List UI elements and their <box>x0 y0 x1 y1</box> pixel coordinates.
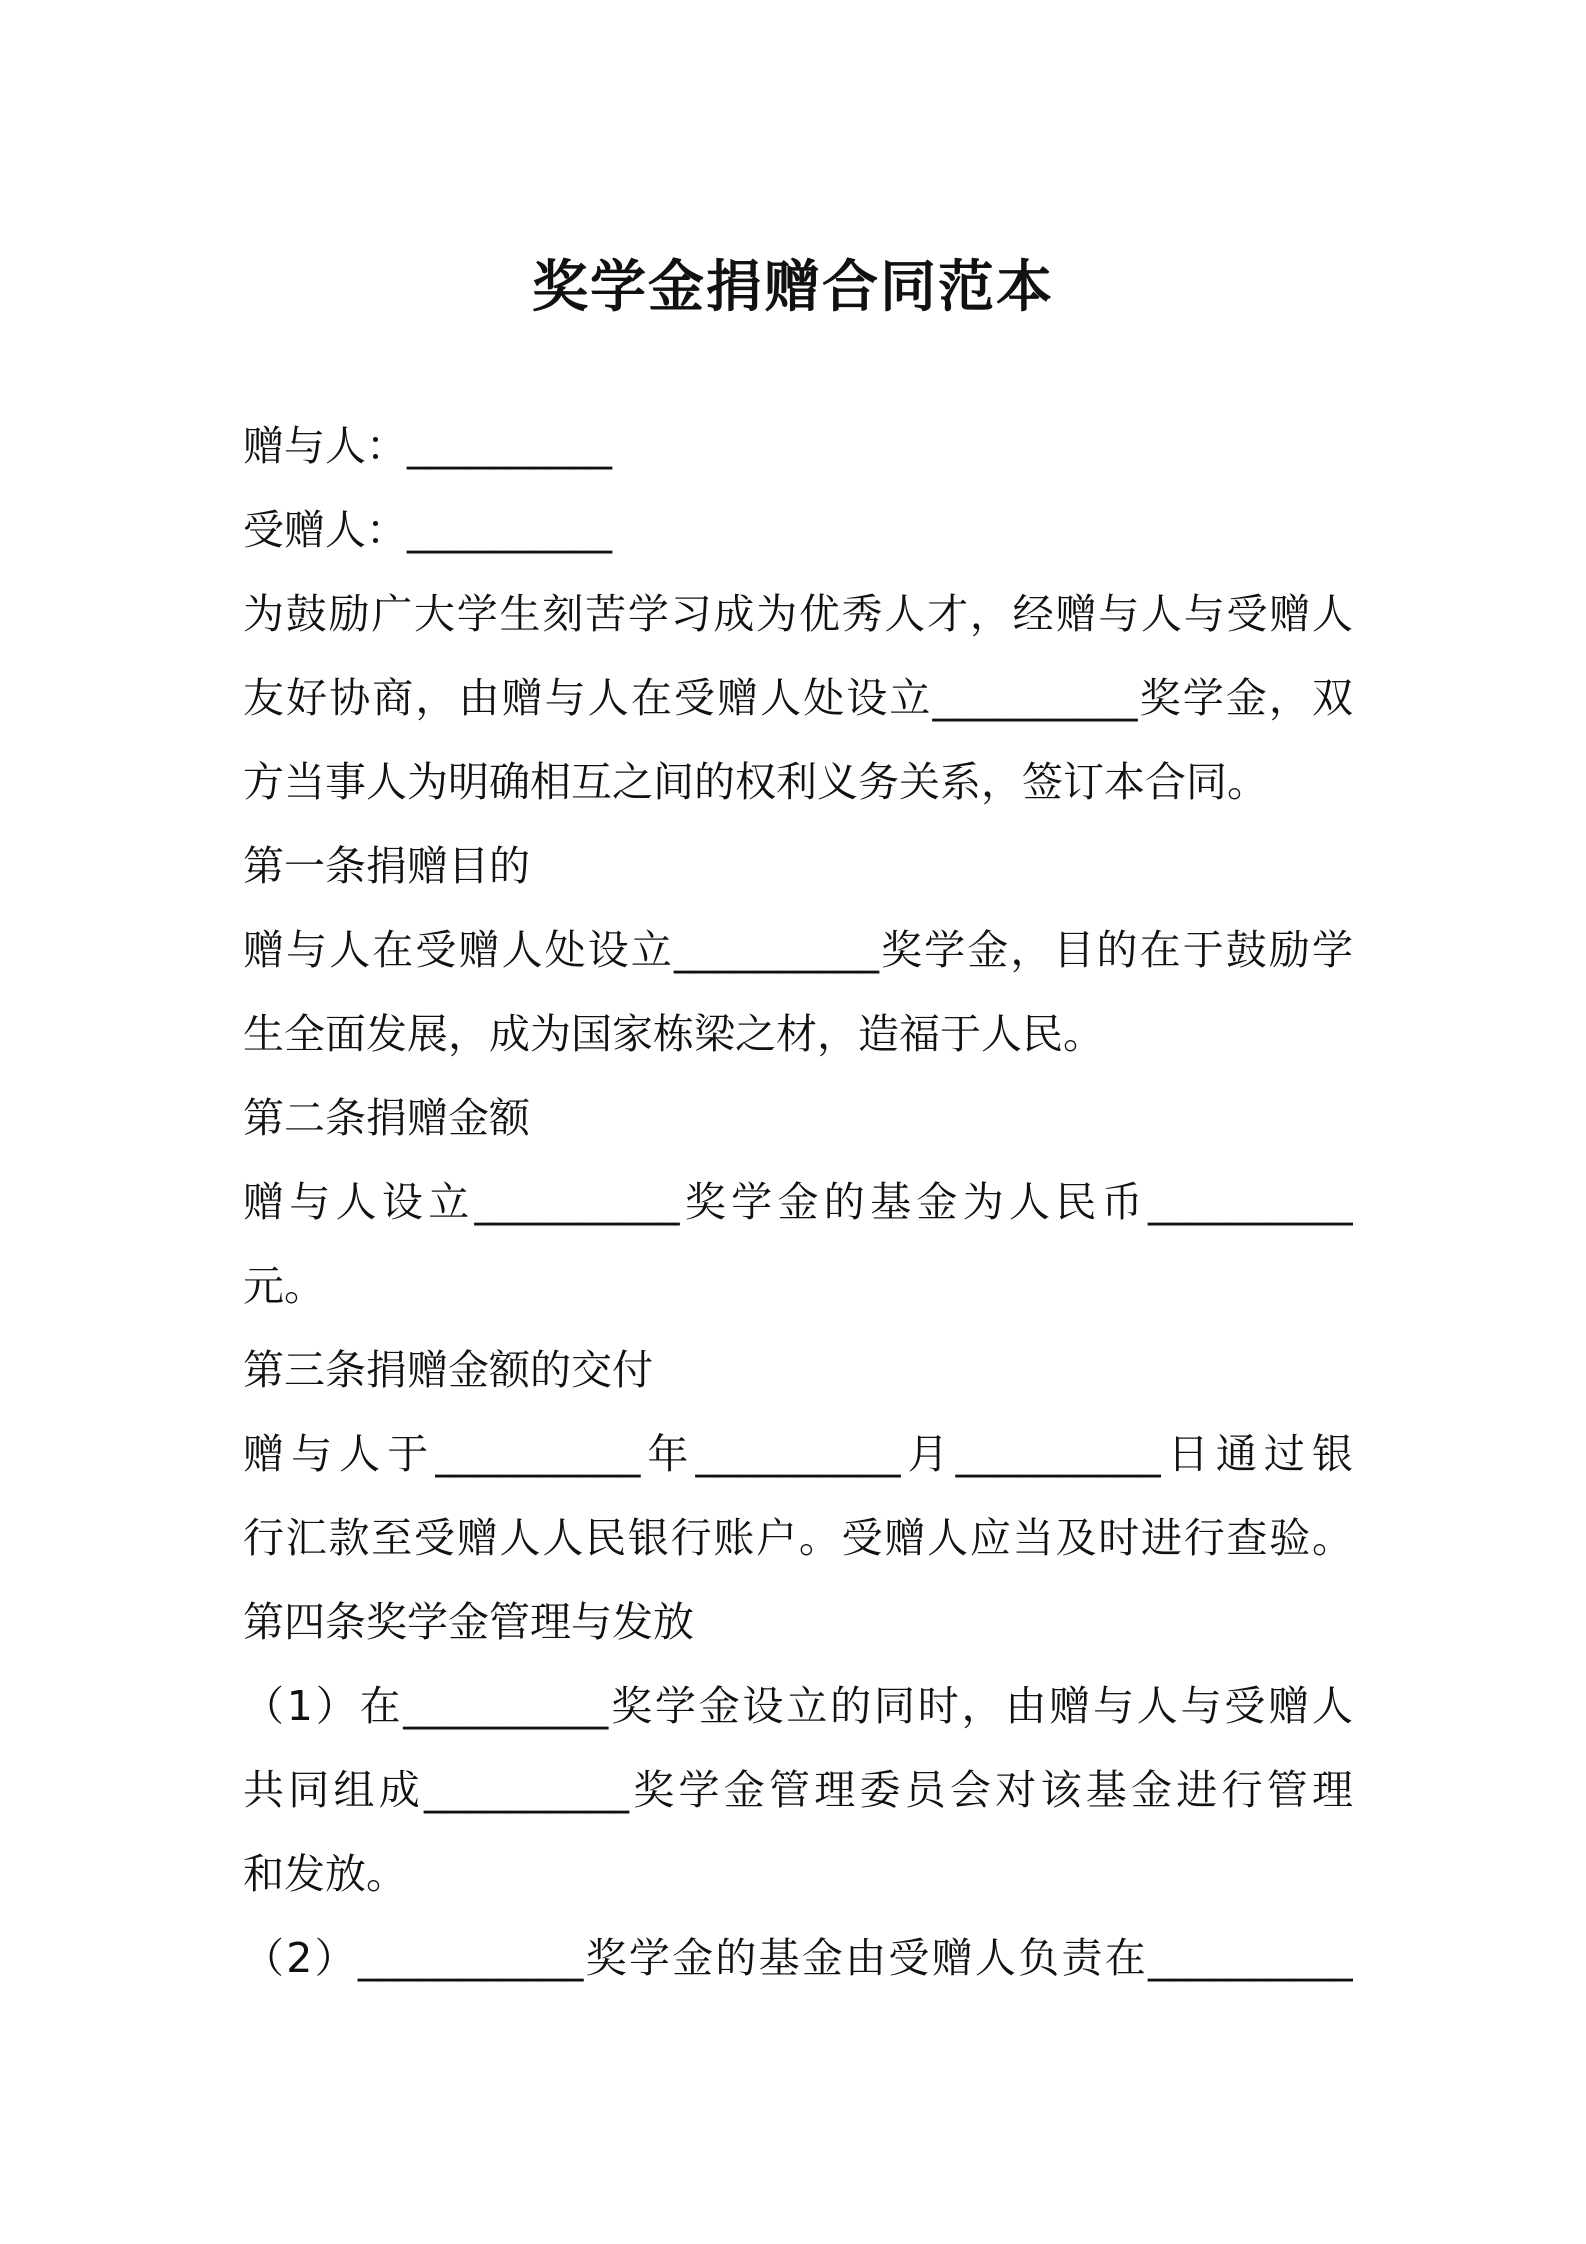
document-line: 赠与人设立__________奖学金的基金为人民币__________ <box>243 1178 1353 1226</box>
document-line: 友好协商，由赠与人在受赠人处设立__________奖学金，双 <box>243 674 1353 722</box>
document-line: 受赠人：__________ <box>243 506 612 554</box>
document-line: 第四条奖学金管理与发放 <box>243 1598 694 1646</box>
document-line: 元。 <box>243 1262 325 1310</box>
document-line: 行汇款至受赠人人民银行账户。受赠人应当及时进行查验。 <box>243 1514 1353 1562</box>
document-line: （2）___________奖学金的基金由受赠人负责在__________ <box>243 1934 1353 1982</box>
document-line: 第一条捐赠目的 <box>243 842 530 890</box>
document-body <box>243 404 1353 2000</box>
document-line: 赠与人于__________年__________月__________日通过银 <box>243 1430 1353 1478</box>
document-line: 共同组成__________奖学金管理委员会对该基金进行管理 <box>243 1766 1353 1814</box>
document-title: 奖学金捐赠合同范本 <box>532 255 1054 320</box>
document-line: （1）在__________奖学金设立的同时，由赠与人与受赠人 <box>243 1682 1353 1730</box>
document-line: 赠与人：__________ <box>243 422 612 470</box>
document-line: 第二条捐赠金额 <box>243 1094 530 1142</box>
document-line: 方当事人为明确相互之间的权利义务关系，签订本合同。 <box>243 758 1268 806</box>
document-line: 生全面发展，成为国家栋梁之材，造福于人民。 <box>243 1010 1104 1058</box>
document-line: 为鼓励广大学生刻苦学习成为优秀人才，经赠与人与受赠人 <box>243 590 1353 638</box>
document-line: 第三条捐赠金额的交付 <box>243 1346 653 1394</box>
document-line: 赠与人在受赠人处设立__________奖学金，目的在于鼓励学 <box>243 926 1353 974</box>
document-line: 和发放。 <box>243 1850 407 1898</box>
